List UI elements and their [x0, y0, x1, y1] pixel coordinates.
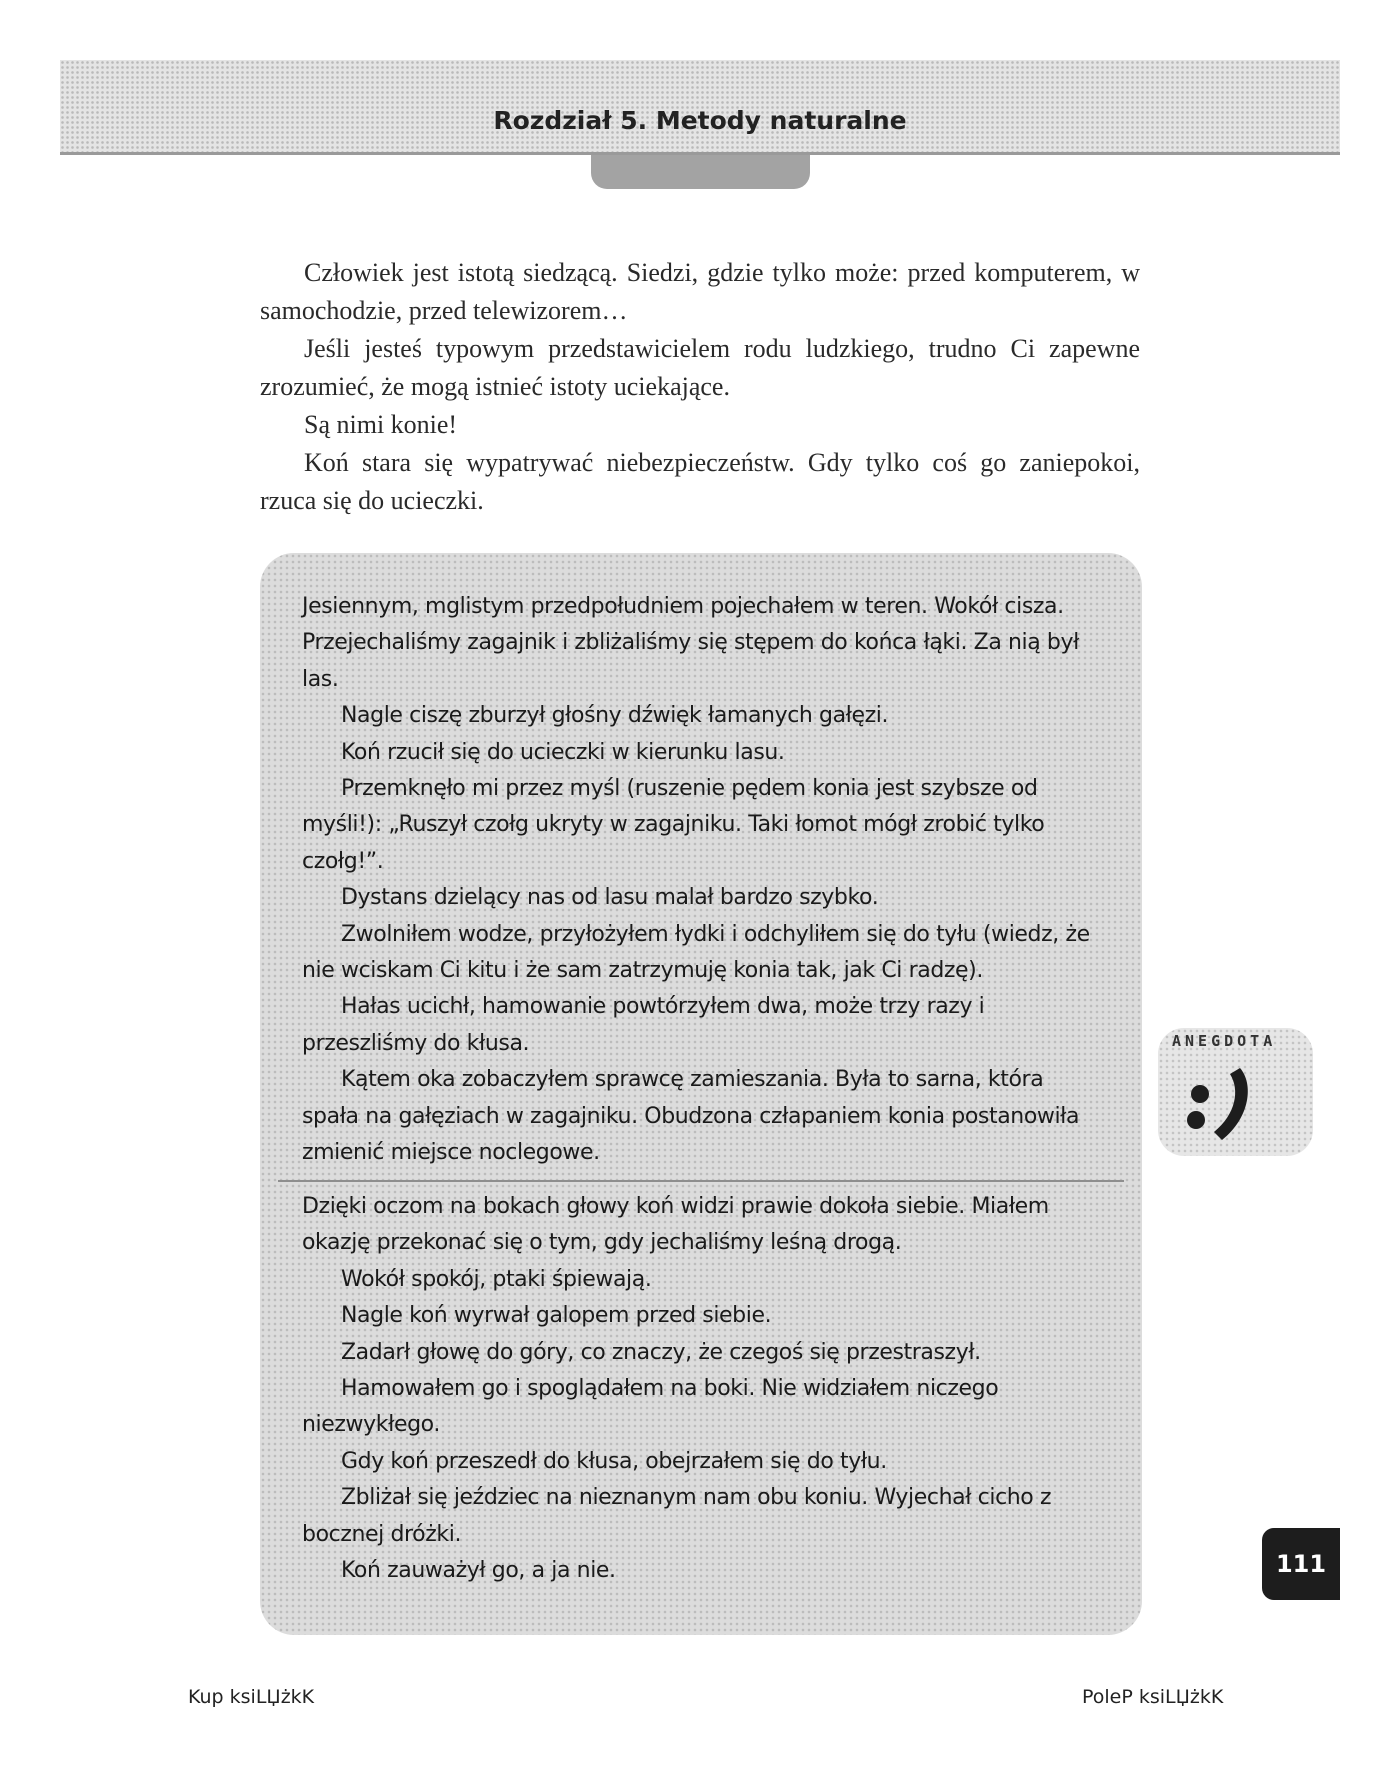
- chapter-title: Rozdział 5. Metody naturalne: [493, 106, 907, 135]
- story-paragraph: Hałas ucichł, hamowanie powtórzyłem dwa, może trzy razy i przeszliśmy do kłusa.: [302, 994, 985, 1056]
- anegdota-tag: [1158, 1028, 1313, 1156]
- page-number: 111: [1262, 1528, 1340, 1600]
- story-paragraph: Kątem oka zobaczyłem sprawcę zamieszania. Była to sarna, która spała na gałęziach w zagajniku. Obudzona człapaniem konia postanowiła zmienić miejsce noclegowe.: [302, 1067, 1080, 1166]
- story-paragraph: Dzięki oczom na bokach głowy koń widzi prawie dokoła siebie. Miałem okazję przekonać się o tym, gdy jechaliśmy leśną drogą.: [302, 1194, 1049, 1256]
- story-paragraph: Koń rzucił się do ucieczki w kierunku lasu.: [341, 739, 785, 765]
- anegdota-label: ANEGDOTA: [1172, 1032, 1277, 1050]
- smiley-icon: [1178, 1060, 1268, 1150]
- intro-text: [260, 254, 1140, 520]
- intro-paragraph: Są nimi konie!: [304, 410, 458, 439]
- footer-buy-link[interactable]: Kup ksiLЏżkK: [188, 1686, 315, 1708]
- story-paragraph: Zadarł głowę do góry, co znaczy, że czegoś się przestraszył.: [341, 1339, 981, 1365]
- story-paragraph: Nagle ciszę zburzył głośny dźwięk łamanych gałęzi.: [341, 703, 889, 729]
- story-paragraph: Jesiennym, mglistym przedpołudniem pojechałem w teren. Wokół cisza. Przejechaliśmy zagajnik i zbliżaliśmy się stępem do końca łąki. Za nią był las.: [302, 594, 1079, 692]
- intro-paragraph: Koń stara się wypatrywać niebezpieczeństw. Gdy tylko coś go zaniepokoi, rzuca się do ucieczki.: [260, 448, 1140, 515]
- chapter-header: [60, 60, 1340, 155]
- footer-recommend-link[interactable]: PoleP ksiLЏżkK: [1082, 1686, 1224, 1708]
- story-paragraph: Gdy koń przeszedł do kłusa, obejrzałem się do tyłu.: [341, 1448, 887, 1474]
- anecdote-box: [260, 553, 1142, 1635]
- story-paragraph: Nagle koń wyrwał galopem przed siebie.: [341, 1303, 772, 1329]
- story-paragraph: Wokół spokój, ptaki śpiewają.: [341, 1266, 652, 1292]
- anecdote-story-1: [302, 589, 1102, 1172]
- anecdote-story-2: [302, 1189, 1102, 1589]
- story-paragraph: Przemknęło mi przez myśl (ruszenie pędem konia jest szybsze od myśli!): „Ruszył czołg ukryty w zagajniku. Taki łomot mógł zrobić tylko czołg!”.: [302, 776, 1045, 874]
- intro-paragraph: Jeśli jesteś typowym przedstawicielem rodu ludzkiego, trudno Ci zapewne zrozumieć, że mogą istnieć istoty uciekające.: [260, 334, 1140, 401]
- story-paragraph: Zwolniłem wodze, przyłożyłem łydki i odchyliłem się do tyłu (wiedz, że nie wciskam Ci kitu i że sam zatrzymuję konia tak, jak Ci radzę).: [302, 921, 1090, 984]
- story-paragraph: Dystans dzielący nas od lasu malał bardzo szybko.: [341, 885, 879, 911]
- header-tab: [591, 155, 810, 189]
- story-divider: [278, 1180, 1124, 1182]
- story-paragraph: Koń zauważył go, a ja nie.: [341, 1558, 616, 1584]
- story-paragraph: Hamowałem go i spoglądałem na boki. Nie widziałem niczego niezwykłego.: [302, 1376, 999, 1438]
- story-paragraph: Zbliżał się jeździec na nieznanym nam obu koniu. Wyjechał cicho z bocznej dróżki.: [302, 1485, 1052, 1547]
- intro-paragraph: Człowiek jest istotą siedzącą. Siedzi, gdzie tylko może: przed komputerem, w samochodzie, przed telewizorem…: [260, 258, 1140, 325]
